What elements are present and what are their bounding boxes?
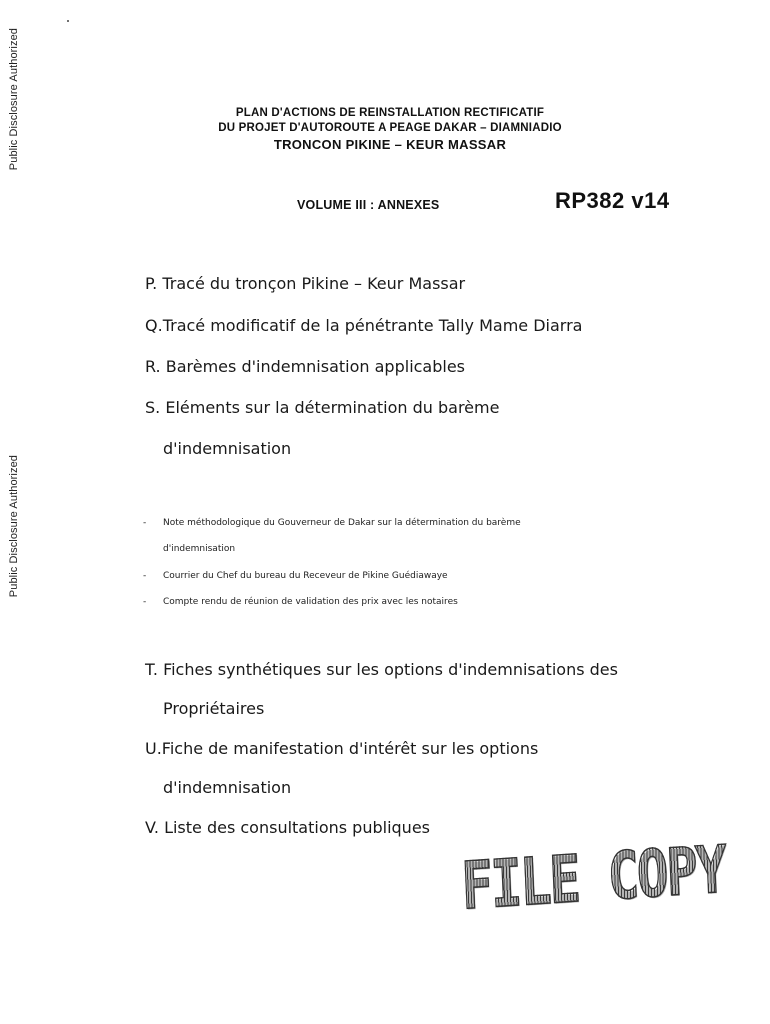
sub-item-1 <box>143 518 521 528</box>
annex-letter: V. <box>145 818 159 837</box>
annex-text: Fiches synthétiques sur les options d'indemnisations des <box>163 660 618 679</box>
sub-item-2 <box>143 571 448 581</box>
annex-letter: Q. <box>145 316 163 335</box>
document-code: RP382 v14 <box>555 188 670 213</box>
sub-item-text: Compte rendu de réunion de validation des prix avec les notaires <box>163 597 458 607</box>
sub-item-3 <box>143 597 458 607</box>
annex-text: Fiche de manifestation d'intérêt sur les options <box>161 739 539 758</box>
annex-letter: P. <box>145 274 158 293</box>
sub-item-text: Note méthodologique du Gouverneur de Dakar sur la détermination du barème <box>163 518 521 528</box>
document-header <box>150 106 630 153</box>
annex-letter: R. <box>145 357 161 376</box>
bullet: - <box>143 571 147 581</box>
volume-title: VOLUME III : ANNEXES <box>297 198 440 212</box>
file-copy-stamp: FILE COPY <box>460 832 727 925</box>
bullet: - <box>143 518 147 528</box>
annex-letter: T. <box>145 660 158 679</box>
annex-text: Tracé modificatif de la pénétrante Tally Mame Diarra <box>162 316 583 335</box>
annex-t <box>145 660 618 679</box>
scan-speck <box>67 20 69 22</box>
annex-text: Eléments sur la détermination du barème <box>165 398 500 417</box>
annex-t-continuation: Propriétaires <box>163 699 265 718</box>
annex-u <box>145 739 538 758</box>
sub-item-text: Courrier du Chef du bureau du Receveur de Pikine Guédiawaye <box>163 571 448 581</box>
disclosure-label-top: Public Disclosure Authorized <box>8 28 20 171</box>
sub-item-1-continuation: d'indemnisation <box>163 544 236 554</box>
annex-s <box>145 398 499 417</box>
annex-text: Barèmes d'indemnisation applicables <box>165 357 466 376</box>
annex-u-continuation: d'indemnisation <box>163 778 292 797</box>
header-line-2: DU PROJET D'AUTOROUTE A PEAGE DAKAR – DIAMNIADIO <box>218 122 562 134</box>
annex-letter: S. <box>145 398 161 417</box>
annex-text: Tracé du tronçon Pikine – Keur Massar <box>162 274 466 293</box>
annex-letter: U. <box>145 739 162 758</box>
disclosure-label-bottom: Public Disclosure Authorized <box>8 455 20 598</box>
bullet: - <box>143 597 147 607</box>
annex-r <box>145 357 465 376</box>
header-line-1: PLAN D'ACTIONS DE REINSTALLATION RECTIFICATIF <box>235 107 545 119</box>
annex-text: Liste des consultations publiques <box>164 818 430 837</box>
annex-s-continuation: d'indemnisation <box>163 439 292 458</box>
annex-q <box>145 316 582 335</box>
annex-p <box>145 274 465 293</box>
header-line-3: TRONCON PIKINE – KEUR MASSAR <box>273 137 507 152</box>
annex-v <box>145 818 430 837</box>
